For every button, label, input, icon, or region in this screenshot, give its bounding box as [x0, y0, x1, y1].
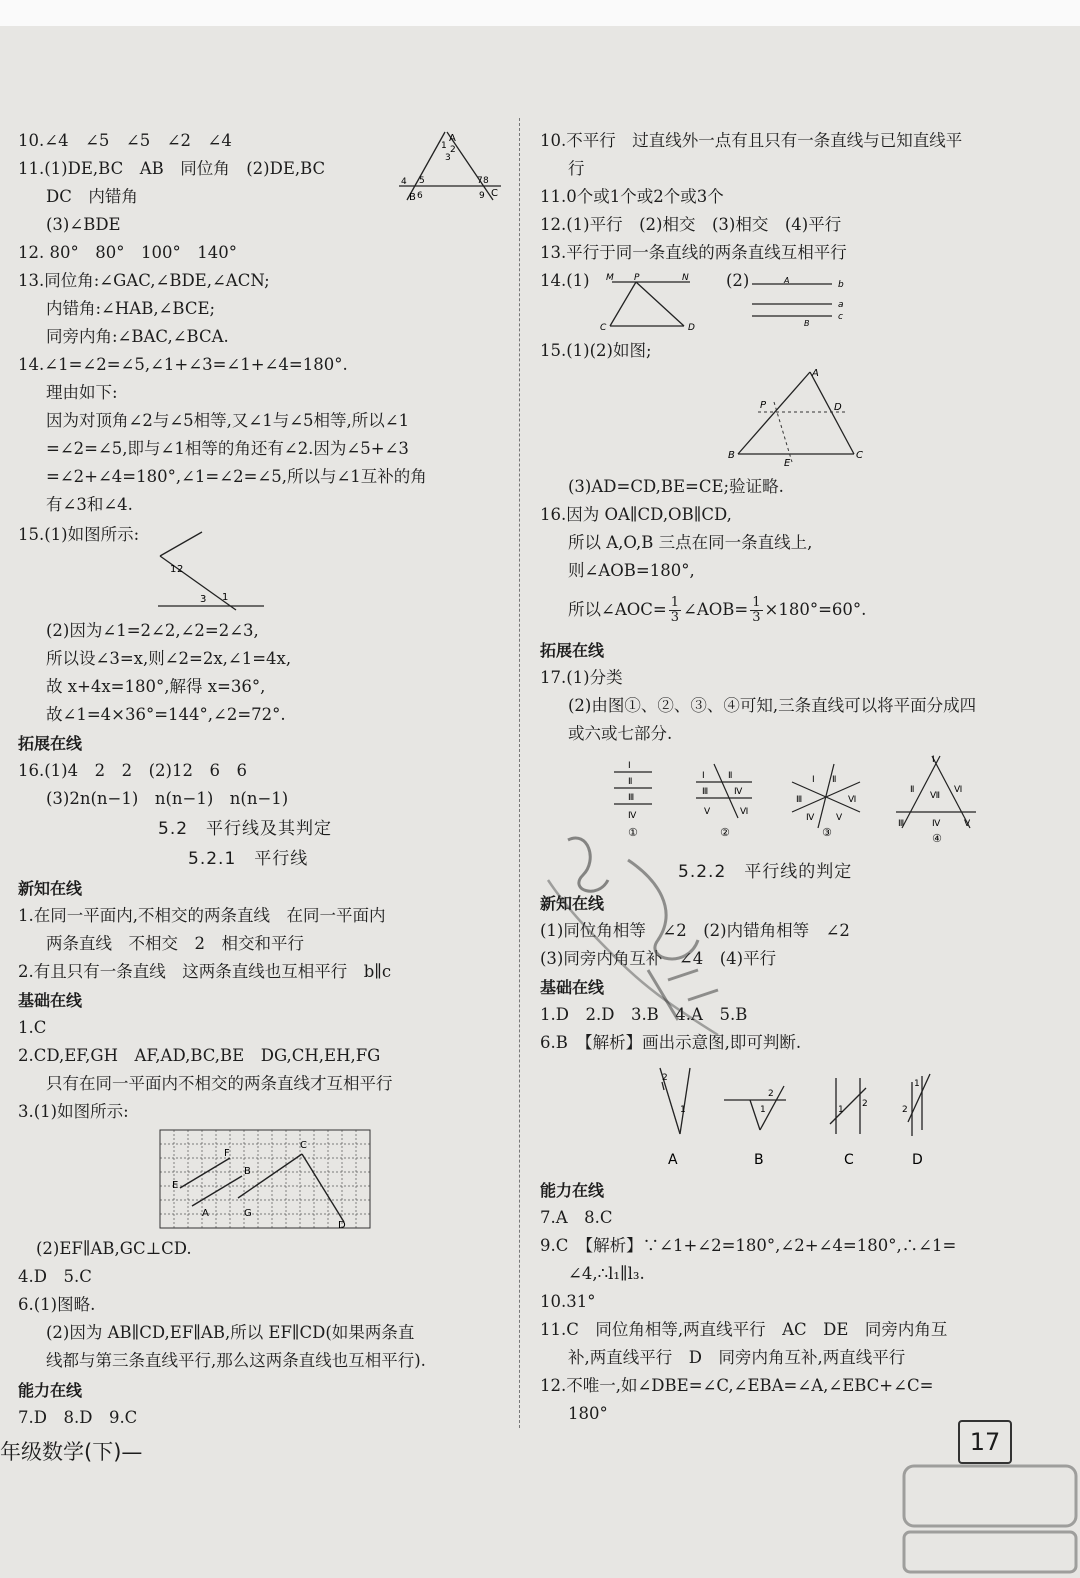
grid-label-G: G [244, 1208, 252, 1219]
label-D-14: D [688, 323, 695, 333]
option-C-label: C [844, 1152, 854, 1168]
heading-ability: 能力在线 [18, 1381, 83, 1400]
label-D-15: D [834, 402, 842, 413]
answer-a7-9: 7.D 8.D 9.C [18, 1408, 138, 1427]
answer-r15: 15.(1)(2)如图; [540, 341, 652, 360]
frac-denominator: 3 [670, 610, 679, 625]
answer-14-l4: 有∠3和∠4. [46, 495, 133, 514]
answer-b6-2-cont: 线都与第三条直线平行,那么这两条直线也互相平行). [46, 1351, 426, 1370]
caption-2: ② [720, 826, 730, 839]
answer-ra9: 9.C 【解析】∵∠1+∠2=180°,∠2+∠4=180°,∴∠1= [540, 1236, 957, 1255]
label-E-15: E [784, 458, 791, 469]
label-P-15: P [760, 400, 767, 411]
answer-r15-3: (3)AD=CD,BE=CE;验证略. [568, 477, 784, 496]
region-I-4: Ⅰ [932, 755, 935, 765]
answer-b3-2: (2)EF∥AB,GC⊥CD. [36, 1239, 192, 1258]
answer-16: 16.(1)4 2 2 (2)12 6 6 [18, 761, 247, 780]
label-5: 5 [419, 176, 425, 186]
footer-subject: 年级数学(下)— [0, 1440, 143, 1464]
option-D-label: D [912, 1152, 923, 1168]
optD-angle-1: 1 [914, 1079, 920, 1089]
frac-numerator: 1 [670, 595, 679, 610]
answer-r17-2-cont: 或六或七部分. [568, 724, 673, 743]
region-III-2: Ⅲ [702, 787, 709, 797]
option-A-diagram [660, 1068, 690, 1168]
grid-label-D: D [338, 1220, 346, 1231]
answer-rb1-5: 1.D 2.D 3.B 4.A 5.B [540, 1005, 748, 1024]
region-IV-3: Ⅳ [806, 813, 815, 823]
region-III-1: Ⅲ [628, 793, 635, 803]
option-B-label: B [754, 1152, 764, 1168]
answer-14: 14.∠1=∠2=∠5,∠1+∠3=∠1+∠4=180°. [18, 355, 348, 374]
answer-r16-c: 则∠AOB=180°, [568, 561, 695, 580]
region-V-4: Ⅴ [964, 819, 971, 829]
heading-basic-r: 基础在线 [540, 978, 605, 997]
region-III-4: Ⅲ [898, 819, 905, 829]
answer-b2: 2.CD,EF,GH AF,AD,BC,BE DG,CH,EH,FG [18, 1046, 381, 1065]
answer-b6-2: (2)因为 AB∥CD,EF∥AB,所以 EF∥CD(如果两条直 [46, 1323, 415, 1342]
label-a: a [838, 300, 844, 310]
answer-ra11: 11.C 同位角相等,两直线平行 AC DE 同旁内角互 [540, 1320, 948, 1339]
answer-14-l3: =∠2+∠4=180°,∠1=∠2=∠5,所以与∠1互补的角 [46, 467, 427, 486]
region-VI-2: Ⅵ [740, 807, 749, 817]
figure-angle-15 [150, 528, 270, 610]
answer-rn1-b: (3)同旁内角互补 ∠4 (4)平行 [540, 949, 777, 968]
column-divider [519, 118, 520, 1428]
answer-n1: 1.在同一平面内,不相交的两条直线 在同一平面内 [18, 906, 386, 925]
answer-11-3: (3)∠BDE [46, 215, 121, 234]
answer-r10-cont: 行 [568, 159, 585, 178]
answer-11: 11.(1)DE,BC AB 同位角 (2)DE,BC [18, 159, 326, 178]
label-P: P [634, 273, 640, 283]
label-A-14b: A [784, 276, 790, 285]
label-3: 3 [445, 153, 451, 163]
region-III-3: Ⅲ [796, 795, 803, 805]
label-1: 1 [441, 141, 447, 151]
answer-r11: 11.0个或1个或2个或3个 [540, 187, 724, 206]
answer-15: 15.(1)如图所示: [18, 525, 140, 544]
page-top-edge [0, 0, 1080, 26]
label-6: 6 [417, 191, 423, 201]
answer-b2-cont: 只有在同一平面内不相交的两条直线才互相平行 [46, 1074, 393, 1093]
heading-extension-r: 拓展在线 [540, 641, 605, 660]
answer-13: 13.同位角:∠GAC,∠BDE,∠ACN; [18, 271, 270, 290]
answer-13-b: 内错角:∠HAB,∠BCE; [46, 299, 216, 318]
answer-r16-d [568, 596, 866, 625]
answer-b1: 1.C [18, 1018, 47, 1037]
label-B-14b: B [804, 319, 810, 328]
label-7: 7 [477, 176, 483, 186]
answer-r14-1: 14.(1) [540, 271, 590, 290]
r16-d-part3: ×180°=60°. [764, 600, 867, 619]
region-V-3: Ⅴ [836, 813, 843, 823]
answer-n1-cont: 两条直线 不相交 2 相交和平行 [46, 934, 304, 953]
figure-14-2-parallel [748, 274, 848, 330]
option-A-label: A [668, 1152, 678, 1168]
optB-angle-1: 1 [760, 1105, 766, 1115]
heading-new-knowledge: 新知在线 [18, 879, 83, 898]
answer-r10: 10.不平行 过直线外一点有且只有一条直线与已知直线平 [540, 131, 963, 150]
handwritten-stamp-decoration [528, 820, 748, 1060]
region-I-2: Ⅰ [702, 771, 705, 781]
answer-r12: 12.(1)平行 (2)相交 (3)相交 (4)平行 [540, 215, 842, 234]
answer-11-cont: DC 内错角 [46, 187, 138, 206]
grid-label-F: F [224, 1148, 230, 1159]
region-IV-4: Ⅳ [932, 819, 941, 829]
angle-3-label: 3 [200, 594, 207, 605]
region-II-1: Ⅱ [628, 777, 633, 787]
region-II-3: Ⅱ [832, 775, 837, 785]
region-II-2: Ⅱ [728, 771, 733, 781]
fraction-one-third-b [750, 596, 762, 625]
section-title-5-2-2: 5.2.2 平行线的判定 [678, 862, 853, 882]
answer-r16-b: 所以 A,O,B 三点在同一条直线上, [568, 533, 813, 552]
label-b: b [838, 280, 844, 290]
angle-2-label: 2 [177, 564, 184, 575]
heading-basic: 基础在线 [18, 991, 83, 1010]
label-B-15: B [728, 450, 735, 461]
answer-ra12-cont: 180° [568, 1404, 608, 1423]
heading-extension: 拓展在线 [18, 734, 83, 753]
answer-15-2d: 故∠1=4×36°=144°,∠2=72°. [46, 705, 286, 724]
region-VI-3: Ⅵ [848, 795, 857, 805]
optA-angle-1: 1 [680, 1105, 686, 1115]
answer-r17-2: (2)由图①、②、③、④可知,三条直线可以将平面分成四 [568, 696, 977, 715]
r16-d-part2: ∠AOB= [683, 600, 749, 619]
region-I-3: Ⅰ [812, 775, 815, 785]
grid-label-E: E [172, 1180, 179, 1191]
answer-14-l1: 因为对顶角∠2与∠5相等,又∠1与∠5相等,所以∠1 [46, 411, 410, 430]
answer-ra9-cont: ∠4,∴l₁∥l₃. [568, 1264, 645, 1283]
caption-4: ④ [932, 832, 942, 845]
label-C: C [491, 188, 498, 199]
figure-triangle-angles [395, 128, 505, 208]
answer-ra12: 12.不唯一,如∠DBE=∠C,∠EBA=∠A,∠EBC+∠C= [540, 1376, 934, 1395]
fraction-one-third [669, 596, 681, 625]
grid-label-C: C [300, 1140, 307, 1151]
answer-b4-5: 4.D 5.C [18, 1267, 92, 1286]
arrangement-3 [792, 764, 860, 839]
frac-numerator-b: 1 [752, 595, 761, 610]
label-C-14: C [600, 323, 607, 333]
page-number: 17 [958, 1420, 1012, 1464]
optC-angle-1: 1 [838, 1105, 844, 1115]
option-B-diagram [724, 1086, 786, 1168]
section-title-5-2: 5.2 平行线及其判定 [158, 819, 333, 839]
label-B: B [409, 192, 416, 203]
watermark-logo [900, 1462, 1080, 1578]
grid-label-B: B [244, 1166, 251, 1177]
answer-12: 12. 80° 80° 100° 140° [18, 243, 237, 262]
label-8: 8 [483, 176, 489, 186]
answer-r14-2: (2) [726, 271, 750, 290]
figure-15-triangle [726, 366, 876, 468]
region-II-4: Ⅱ [910, 785, 915, 795]
region-V-2: Ⅴ [704, 807, 711, 817]
region-VII-4: Ⅶ [930, 791, 941, 801]
optB-angle-2: 2 [768, 1089, 774, 1099]
region-IV-2: Ⅳ [734, 787, 743, 797]
answer-r16: 16.因为 OA∥CD,OB∥CD, [540, 505, 732, 524]
answer-r17: 17.(1)分类 [540, 668, 623, 687]
answer-16-3: (3)2n(n−1) n(n−1) n(n−1) [46, 789, 289, 808]
answer-15-2: (2)因为∠1=2∠2,∠2=2∠3, [46, 621, 259, 640]
angle-1b-label: 1 [222, 592, 229, 603]
answer-b3: 3.(1)如图所示: [18, 1102, 129, 1121]
label-A: A [449, 133, 456, 144]
answer-n2: 2.有且只有一条直线 这两条直线也互相平行 b∥c [18, 962, 392, 981]
caption-1: ① [628, 826, 638, 839]
answer-rn1: (1)同位角相等 ∠2 (2)内错角相等 ∠2 [540, 921, 850, 940]
answer-15-2b: 所以设∠3=x,则∠2=2x,∠1=4x, [46, 649, 292, 668]
answer-14-l2: =∠2=∠5,即与∠1相等的角还有∠2.因为∠5+∠3 [46, 439, 409, 458]
label-M: M [606, 273, 614, 283]
label-2: 2 [450, 145, 456, 155]
figure-grid [160, 1130, 374, 1232]
answer-rb6: 6.B 【解析】画出示意图,即可判断. [540, 1033, 802, 1052]
label-C-15: C [856, 450, 863, 461]
label-c: c [838, 312, 843, 322]
answer-14-reason: 理由如下: [46, 383, 118, 402]
answer-13-c: 同旁内角:∠BAC,∠BCA. [46, 327, 229, 346]
figure-14-1-triangle [600, 272, 700, 334]
answer-ra11-cont: 补,两直线平行 D 同旁内角互补,两直线平行 [568, 1348, 906, 1367]
optC-angle-2: 2 [862, 1099, 868, 1109]
optA-angle-2: 2 [662, 1073, 668, 1083]
grid-label-A: A [202, 1208, 209, 1219]
optD-angle-2: 2 [902, 1105, 908, 1115]
figure-6-options [640, 1064, 950, 1174]
answer-ra7-8: 7.A 8.C [540, 1208, 613, 1227]
arrangement-4 [896, 755, 976, 845]
r16-d-part1: 所以∠AOC= [568, 600, 667, 619]
label-N: N [682, 273, 689, 283]
frac-denominator-b: 3 [752, 610, 761, 625]
answer-15-2c: 故 x+4x=180°,解得 x=36°, [46, 677, 266, 696]
caption-3: ③ [822, 826, 832, 839]
answer-ra10: 10.31° [540, 1292, 596, 1311]
label-9: 9 [479, 191, 485, 201]
option-D-diagram [902, 1074, 930, 1168]
angle-1-label: 1 [170, 564, 177, 575]
heading-ability-r: 能力在线 [540, 1181, 605, 1200]
label-A-15: A [812, 368, 819, 379]
answer-b6: 6.(1)图略. [18, 1295, 96, 1314]
region-IV-1: Ⅳ [628, 811, 637, 821]
region-VI-4: Ⅵ [954, 785, 963, 795]
option-C-diagram [830, 1078, 868, 1168]
answer-r13: 13.平行于同一条直线的两条直线互相平行 [540, 243, 847, 262]
section-title-5-2-1: 5.2.1 平行线 [188, 849, 309, 869]
region-I-1: Ⅰ [628, 761, 631, 771]
answer-10: 10.∠4 ∠5 ∠5 ∠2 ∠4 [18, 131, 232, 150]
heading-new-knowledge-r: 新知在线 [540, 894, 605, 913]
label-4: 4 [401, 177, 407, 187]
